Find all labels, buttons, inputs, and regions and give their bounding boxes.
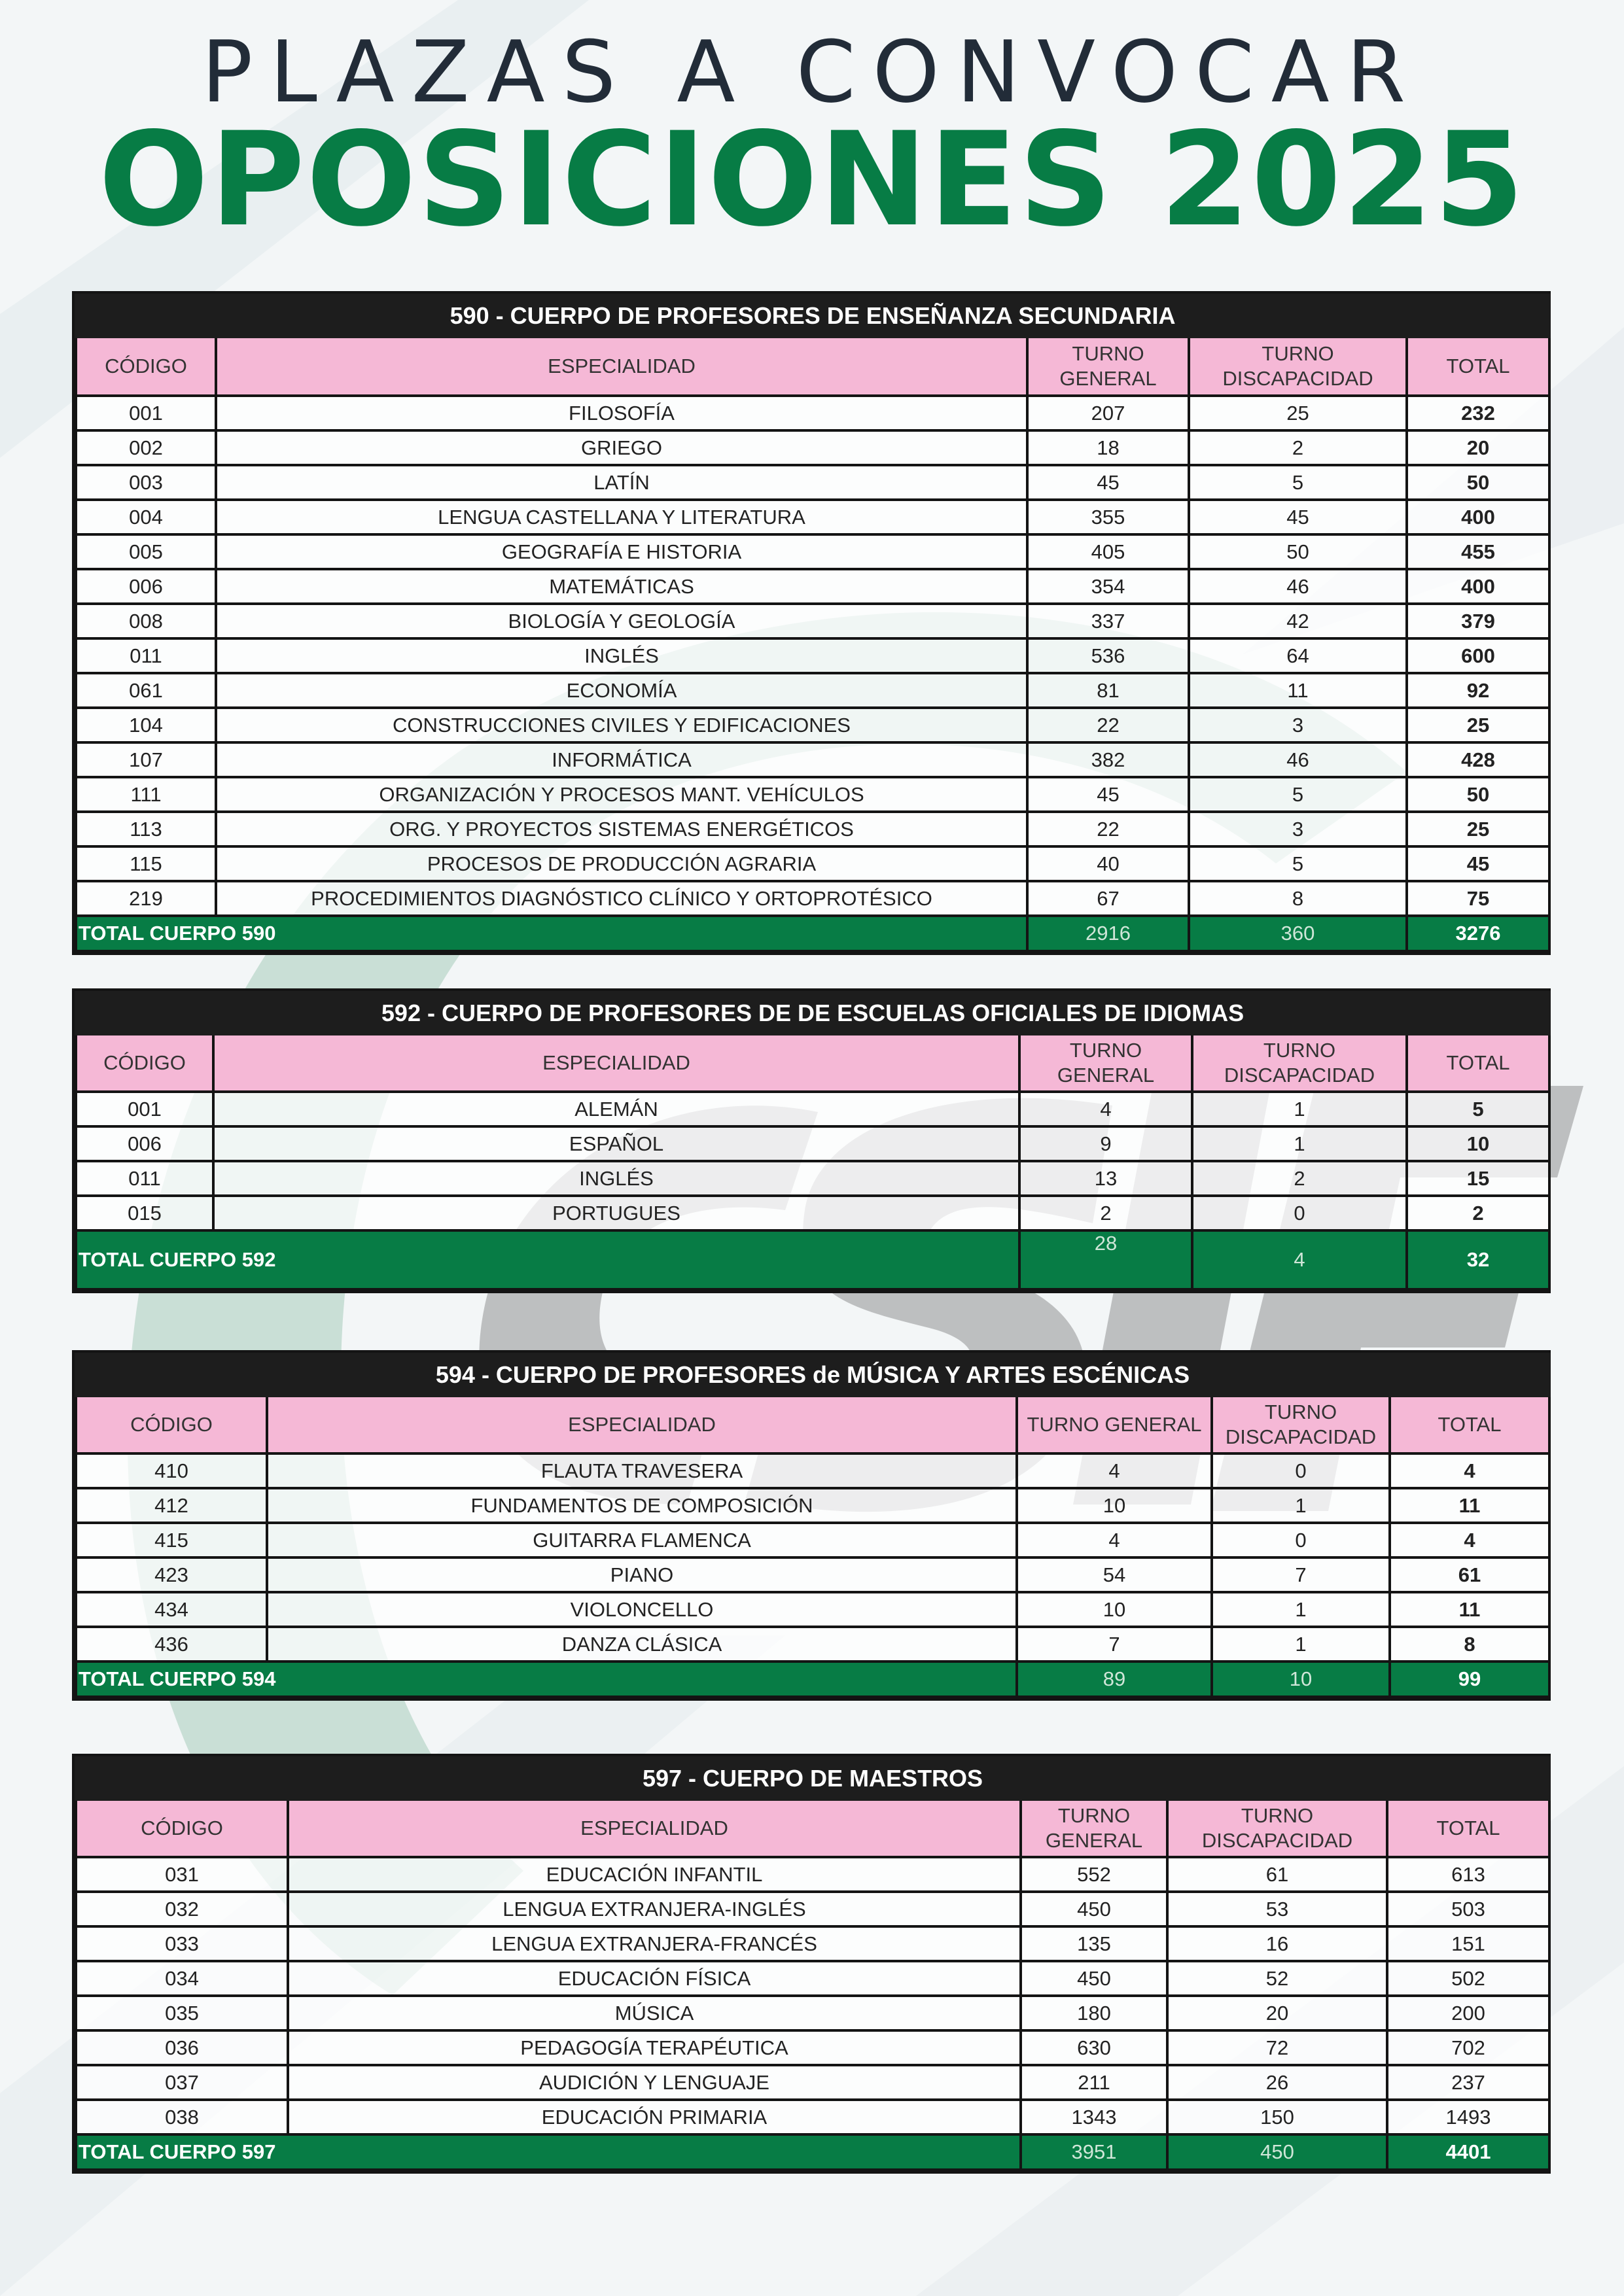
cell-disc: 3 <box>1189 708 1407 742</box>
cell-code: 003 <box>76 465 216 500</box>
cell-general: 382 <box>1027 742 1189 777</box>
cell-code: 115 <box>76 846 216 881</box>
cell-code: 001 <box>76 1092 213 1126</box>
cell-disc: 64 <box>1189 638 1407 673</box>
cell-disc: 50 <box>1189 534 1407 569</box>
cell-total: 5 <box>1407 1092 1549 1126</box>
cell-code: 011 <box>76 1161 213 1196</box>
table-row <box>76 1092 1549 1126</box>
table-row <box>76 1592 1549 1627</box>
cell-disc: 45 <box>1189 500 1407 534</box>
cell-disc: 26 <box>1167 2065 1387 2100</box>
total-row <box>76 1661 1549 1697</box>
cell-spec: CONSTRUCCIONES CIVILES Y EDIFICACIONES <box>216 708 1027 742</box>
cell-general: 450 <box>1021 1892 1167 1926</box>
cell-spec: ALEMÁN <box>213 1092 1019 1126</box>
col-header-code: CÓDIGO <box>76 1396 267 1453</box>
cell-spec: LENGUA EXTRANJERA-FRANCÉS <box>288 1926 1021 1961</box>
cell-spec: MÚSICA <box>288 1996 1021 2030</box>
cell-spec: AUDICIÓN Y LENGUAJE <box>288 2065 1021 2100</box>
cell-spec: EDUCACIÓN PRIMARIA <box>288 2100 1021 2134</box>
cell-general: 207 <box>1027 396 1189 430</box>
col-header-code: CÓDIGO <box>76 1034 213 1092</box>
cell-total: 45 <box>1407 846 1549 881</box>
cell-spec: INGLÉS <box>213 1161 1019 1196</box>
col-header-disc: TURNO DISCAPACIDAD <box>1212 1396 1390 1453</box>
cell-total: 702 <box>1387 2030 1549 2065</box>
cell-total: 25 <box>1407 812 1549 846</box>
cell-spec: LATÍN <box>216 465 1027 500</box>
cell-code: 011 <box>76 638 216 673</box>
cell-disc: 5 <box>1189 777 1407 812</box>
cell-code: 035 <box>76 1996 288 2030</box>
total-label: TOTAL CUERPO 592 <box>76 1230 1019 1289</box>
cell-general: 450 <box>1021 1961 1167 1996</box>
cell-general: 211 <box>1021 2065 1167 2100</box>
cell-total: 11 <box>1390 1488 1549 1523</box>
col-header-general: TURNO GENERAL <box>1019 1034 1192 1092</box>
cell-disc: 46 <box>1189 742 1407 777</box>
table-row <box>76 569 1549 604</box>
table-row <box>76 396 1549 430</box>
table-row <box>76 430 1549 465</box>
cell-disc: 53 <box>1167 1892 1387 1926</box>
cell-disc: 5 <box>1189 846 1407 881</box>
total-total: 4401 <box>1387 2134 1549 2170</box>
cell-total: 2 <box>1407 1196 1549 1230</box>
cell-code: 113 <box>76 812 216 846</box>
cell-code: 415 <box>76 1523 267 1557</box>
cell-code: 436 <box>76 1627 267 1661</box>
cell-general: 13 <box>1019 1161 1192 1196</box>
total-disc: 450 <box>1167 2134 1387 2170</box>
cell-disc: 72 <box>1167 2030 1387 2065</box>
cell-spec: GRIEGO <box>216 430 1027 465</box>
table-row <box>76 673 1549 708</box>
total-disc: 360 <box>1189 916 1407 951</box>
header-subtitle: PLAZAS A CONVOCAR <box>201 22 1423 122</box>
cell-disc: 52 <box>1167 1961 1387 1996</box>
cell-code: 001 <box>76 396 216 430</box>
col-header-total: TOTAL <box>1390 1396 1549 1453</box>
cell-code: 036 <box>76 2030 288 2065</box>
cell-spec: PROCESOS DE PRODUCCIÓN AGRARIA <box>216 846 1027 881</box>
cell-general: 552 <box>1021 1857 1167 1892</box>
cell-code: 005 <box>76 534 216 569</box>
cell-total: 50 <box>1407 465 1549 500</box>
cell-total: 8 <box>1390 1627 1549 1661</box>
cell-spec: FLAUTA TRAVESERA <box>267 1453 1017 1488</box>
table-row <box>76 1627 1549 1661</box>
table-row <box>76 2065 1549 2100</box>
total-general: 89 <box>1017 1661 1212 1697</box>
table-row <box>76 1453 1549 1488</box>
total-disc: 10 <box>1212 1661 1390 1697</box>
cell-disc: 0 <box>1212 1453 1390 1488</box>
cell-code: 002 <box>76 430 216 465</box>
table-row <box>76 465 1549 500</box>
total-general: 2916 <box>1027 916 1189 951</box>
cell-code: 037 <box>76 2065 288 2100</box>
table-row <box>76 812 1549 846</box>
table-row <box>76 1161 1549 1196</box>
cell-spec: INFORMÁTICA <box>216 742 1027 777</box>
cell-general: 45 <box>1027 777 1189 812</box>
cell-code: 061 <box>76 673 216 708</box>
cell-code: 008 <box>76 604 216 638</box>
total-row <box>76 1230 1549 1289</box>
cell-spec: EDUCACIÓN INFANTIL <box>288 1857 1021 1892</box>
cell-spec: ECONOMÍA <box>216 673 1027 708</box>
cell-general: 355 <box>1027 500 1189 534</box>
total-row <box>76 916 1549 951</box>
cell-spec: LENGUA CASTELLANA Y LITERATURA <box>216 500 1027 534</box>
cell-spec: VIOLONCELLO <box>267 1592 1017 1627</box>
cell-general: 10 <box>1017 1488 1212 1523</box>
cell-code: 031 <box>76 1857 288 1892</box>
cell-spec: FILOSOFÍA <box>216 396 1027 430</box>
cell-spec: FUNDAMENTOS DE COMPOSICIÓN <box>267 1488 1017 1523</box>
table-title: 592 - CUERPO DE PROFESORES DE DE ESCUELAS OFICIALES DE IDIOMAS <box>76 992 1549 1034</box>
cell-code: 423 <box>76 1557 267 1592</box>
cell-general: 7 <box>1017 1627 1212 1661</box>
cell-code: 412 <box>76 1488 267 1523</box>
cell-spec: MATEMÁTICAS <box>216 569 1027 604</box>
cell-general: 45 <box>1027 465 1189 500</box>
cell-disc: 1 <box>1192 1126 1407 1161</box>
cell-general: 10 <box>1017 1592 1212 1627</box>
cell-disc: 0 <box>1192 1196 1407 1230</box>
cell-general: 4 <box>1017 1523 1212 1557</box>
cell-disc: 25 <box>1189 396 1407 430</box>
cell-code: 033 <box>76 1926 288 1961</box>
cell-spec: DANZA CLÁSICA <box>267 1627 1017 1661</box>
cell-disc: 11 <box>1189 673 1407 708</box>
table-row <box>76 638 1549 673</box>
cell-general: 135 <box>1021 1926 1167 1961</box>
cell-general: 54 <box>1017 1557 1212 1592</box>
cell-total: 232 <box>1407 396 1549 430</box>
table-row <box>76 1557 1549 1592</box>
total-row <box>76 2134 1549 2170</box>
total-total: 99 <box>1390 1661 1549 1697</box>
cell-disc: 150 <box>1167 2100 1387 2134</box>
cell-total: 200 <box>1387 1996 1549 2030</box>
cell-code: 219 <box>76 881 216 916</box>
cell-total: 237 <box>1387 2065 1549 2100</box>
cell-total: 4 <box>1390 1523 1549 1557</box>
cell-total: 502 <box>1387 1961 1549 1996</box>
total-label: TOTAL CUERPO 597 <box>76 2134 1021 2170</box>
table-row <box>76 500 1549 534</box>
cell-general: 22 <box>1027 708 1189 742</box>
table-594 <box>72 1350 1551 1701</box>
table-row <box>76 2030 1549 2065</box>
cell-total: 613 <box>1387 1857 1549 1892</box>
cell-code: 434 <box>76 1592 267 1627</box>
cell-code: 032 <box>76 1892 288 1926</box>
cell-total: 400 <box>1407 500 1549 534</box>
cell-disc: 2 <box>1192 1161 1407 1196</box>
cell-code: 111 <box>76 777 216 812</box>
cell-spec: EDUCACIÓN FÍSICA <box>288 1961 1021 1996</box>
col-header-disc: TURNO DISCAPACIDAD <box>1167 1800 1387 1857</box>
cell-disc: 7 <box>1212 1557 1390 1592</box>
col-header-general: TURNO GENERAL <box>1027 337 1189 396</box>
cell-disc: 1 <box>1212 1488 1390 1523</box>
cell-disc: 20 <box>1167 1996 1387 2030</box>
cell-disc: 1 <box>1212 1627 1390 1661</box>
table-row <box>76 1926 1549 1961</box>
total-label: TOTAL CUERPO 590 <box>76 916 1027 951</box>
col-header-disc: TURNO DISCAPACIDAD <box>1192 1034 1407 1092</box>
cell-code: 015 <box>76 1196 213 1230</box>
col-header-spec: ESPECIALIDAD <box>267 1396 1017 1453</box>
cell-code: 104 <box>76 708 216 742</box>
table-row <box>76 1196 1549 1230</box>
cell-code: 107 <box>76 742 216 777</box>
table-row <box>76 1126 1549 1161</box>
total-general: 28 <box>1019 1230 1192 1289</box>
total-general: 3951 <box>1021 2134 1167 2170</box>
table-597 <box>72 1754 1551 2174</box>
cell-general: 18 <box>1027 430 1189 465</box>
cell-disc: 16 <box>1167 1926 1387 1961</box>
cell-total: 15 <box>1407 1161 1549 1196</box>
col-header-disc: TURNO DISCAPACIDAD <box>1189 337 1407 396</box>
col-header-spec: ESPECIALIDAD <box>216 337 1027 396</box>
cell-total: 75 <box>1407 881 1549 916</box>
cell-total: 10 <box>1407 1126 1549 1161</box>
col-header-code: CÓDIGO <box>76 337 216 396</box>
header-title: OPOSICIONES 2025 <box>98 104 1526 255</box>
cell-disc: 1 <box>1192 1092 1407 1126</box>
cell-disc: 42 <box>1189 604 1407 638</box>
cell-total: 4 <box>1390 1453 1549 1488</box>
cell-general: 337 <box>1027 604 1189 638</box>
total-label: TOTAL CUERPO 594 <box>76 1661 1017 1697</box>
table-row <box>76 846 1549 881</box>
col-header-general: TURNO GENERAL <box>1021 1800 1167 1857</box>
cell-disc: 8 <box>1189 881 1407 916</box>
cell-spec: INGLÉS <box>216 638 1027 673</box>
cell-spec: GEOGRAFÍA E HISTORIA <box>216 534 1027 569</box>
cell-general: 4 <box>1019 1092 1192 1126</box>
cell-general: 405 <box>1027 534 1189 569</box>
cell-total: 20 <box>1407 430 1549 465</box>
cell-total: 1493 <box>1387 2100 1549 2134</box>
cell-code: 410 <box>76 1453 267 1488</box>
col-header-total: TOTAL <box>1387 1800 1549 1857</box>
cell-general: 1343 <box>1021 2100 1167 2134</box>
cell-general: 4 <box>1017 1453 1212 1488</box>
table-row <box>76 1961 1549 1996</box>
cell-total: 92 <box>1407 673 1549 708</box>
cell-code: 004 <box>76 500 216 534</box>
cell-total: 151 <box>1387 1926 1549 1961</box>
table-row <box>76 777 1549 812</box>
cell-spec: ORG. Y PROYECTOS SISTEMAS ENERGÉTICOS <box>216 812 1027 846</box>
cell-spec: PIANO <box>267 1557 1017 1592</box>
cell-general: 9 <box>1019 1126 1192 1161</box>
table-title: 594 - CUERPO DE PROFESORES de MÚSICA Y ARTES ESCÉNICAS <box>76 1354 1549 1396</box>
cell-general: 22 <box>1027 812 1189 846</box>
table-row <box>76 742 1549 777</box>
total-disc: 4 <box>1192 1230 1407 1289</box>
cell-total: 50 <box>1407 777 1549 812</box>
cell-spec: ORGANIZACIÓN Y PROCESOS MANT. VEHÍCULOS <box>216 777 1027 812</box>
cell-spec: PROCEDIMIENTOS DIAGNÓSTICO CLÍNICO Y ORTOPROTÉSICO <box>216 881 1027 916</box>
table-592 <box>72 988 1551 1293</box>
table-title: 590 - CUERPO DE PROFESORES DE ENSEÑANZA SECUNDARIA <box>76 295 1549 337</box>
col-header-code: CÓDIGO <box>76 1800 288 1857</box>
col-header-spec: ESPECIALIDAD <box>288 1800 1021 1857</box>
cell-general: 180 <box>1021 1996 1167 2030</box>
cell-disc: 1 <box>1212 1592 1390 1627</box>
table-row <box>76 1892 1549 1926</box>
cell-disc: 2 <box>1189 430 1407 465</box>
cell-code: 034 <box>76 1961 288 1996</box>
cell-code: 006 <box>76 569 216 604</box>
cell-general: 81 <box>1027 673 1189 708</box>
total-total: 32 <box>1407 1230 1549 1289</box>
col-header-general: TURNO GENERAL <box>1017 1396 1212 1453</box>
cell-spec: GUITARRA FLAMENCA <box>267 1523 1017 1557</box>
table-title: 597 - CUERPO DE MAESTROS <box>76 1758 1549 1800</box>
cell-general: 40 <box>1027 846 1189 881</box>
cell-spec: ESPAÑOL <box>213 1126 1019 1161</box>
cell-disc: 61 <box>1167 1857 1387 1892</box>
table-590 <box>72 291 1551 955</box>
total-total: 3276 <box>1407 916 1549 951</box>
cell-total: 428 <box>1407 742 1549 777</box>
cell-general: 2 <box>1019 1196 1192 1230</box>
table-row <box>76 881 1549 916</box>
cell-total: 455 <box>1407 534 1549 569</box>
cell-code: 006 <box>76 1126 213 1161</box>
cell-spec: LENGUA EXTRANJERA-INGLÉS <box>288 1892 1021 1926</box>
table-row <box>76 708 1549 742</box>
table-row <box>76 534 1549 569</box>
cell-spec: PEDAGOGÍA TERAPÉUTICA <box>288 2030 1021 2065</box>
cell-disc: 0 <box>1212 1523 1390 1557</box>
cell-total: 379 <box>1407 604 1549 638</box>
cell-disc: 46 <box>1189 569 1407 604</box>
cell-total: 25 <box>1407 708 1549 742</box>
cell-general: 630 <box>1021 2030 1167 2065</box>
cell-spec: PORTUGUES <box>213 1196 1019 1230</box>
table-row <box>76 1488 1549 1523</box>
cell-code: 038 <box>76 2100 288 2134</box>
cell-spec: BIOLOGÍA Y GEOLOGÍA <box>216 604 1027 638</box>
table-row <box>76 1996 1549 2030</box>
table-row <box>76 2100 1549 2134</box>
cell-disc: 3 <box>1189 812 1407 846</box>
cell-total: 503 <box>1387 1892 1549 1926</box>
table-row <box>76 1523 1549 1557</box>
cell-disc: 5 <box>1189 465 1407 500</box>
cell-general: 67 <box>1027 881 1189 916</box>
cell-total: 400 <box>1407 569 1549 604</box>
cell-total: 600 <box>1407 638 1549 673</box>
cell-general: 354 <box>1027 569 1189 604</box>
cell-total: 11 <box>1390 1592 1549 1627</box>
cell-general: 536 <box>1027 638 1189 673</box>
table-row <box>76 1857 1549 1892</box>
cell-total: 61 <box>1390 1557 1549 1592</box>
col-header-total: TOTAL <box>1407 1034 1549 1092</box>
col-header-spec: ESPECIALIDAD <box>213 1034 1019 1092</box>
col-header-total: TOTAL <box>1407 337 1549 396</box>
table-row <box>76 604 1549 638</box>
